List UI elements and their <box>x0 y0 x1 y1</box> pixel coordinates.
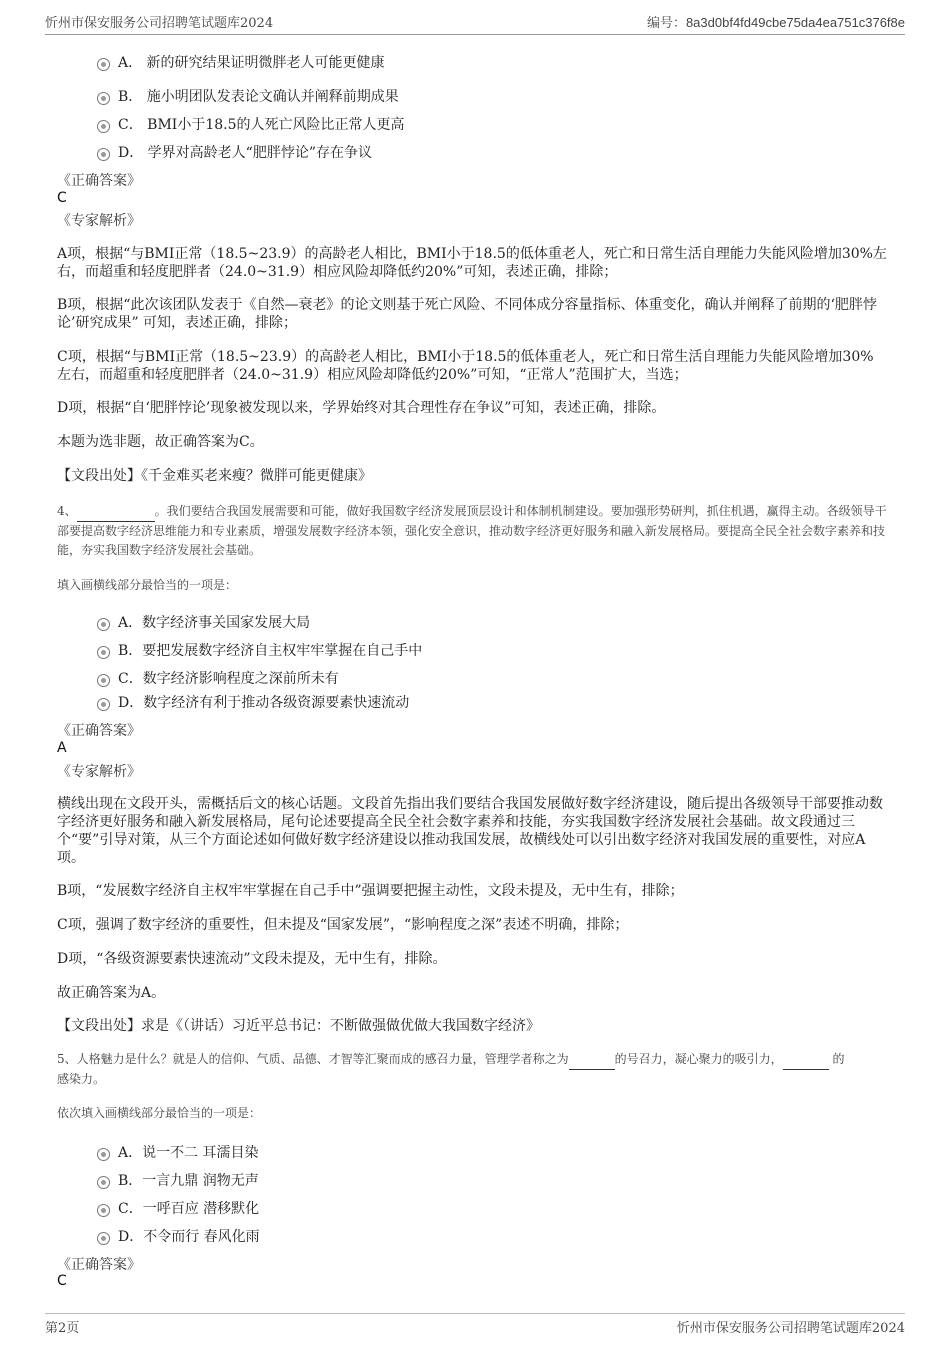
q3-source: 【文段出处】《千金难买老来瘦？微胖可能更健康》 <box>57 468 372 484</box>
q4-analysis-b: B项，“发展数字经济自主权牢牢掌握在自己手中”强调要把握主动性，文段未提及，无中生有，排除； <box>57 883 684 899</box>
page-number: 第2页 <box>45 1321 80 1336</box>
q4-analysis-d: D项，“各级资源要素快速流动”文段未提及，无中生有，排除。 <box>57 951 447 967</box>
q5-stem: 5、人格魅力是什么？就是人的信仰、气质、品德、才智等汇聚而成的感召力量，管理学者称之为 的号召力，凝心聚力的吸引力， 的感染力。 <box>57 1052 845 1086</box>
q4-option-d[interactable]: D．数字经济有利于推动各级资源要素快速流动 <box>97 692 409 712</box>
radio-icon[interactable] <box>97 698 110 711</box>
radio-icon[interactable] <box>97 674 110 687</box>
q4-answer-label: 《正确答案》 <box>57 723 141 739</box>
q5-blank-1 <box>569 1050 615 1070</box>
header-title: 忻州市保安服务公司招聘笔试题库2024 <box>45 16 274 31</box>
header-doc-id: 编号：8a3d0bf4fd49cbe75da4ea751c376f8e <box>646 15 905 30</box>
q4-option-b[interactable]: B．要把发展数字经济自主权牢牢掌握在自己手中 <box>97 640 422 660</box>
q3-option-a[interactable]: A． 新的研究结果证明微胖老人可能更健康 <box>97 52 385 72</box>
q4-prompt: 填入画横线部分最恰当的一项是： <box>57 578 238 592</box>
q3-option-b[interactable]: B． 施小明团队发表论文确认并阐释前期成果 <box>97 86 399 106</box>
q4-analysis-c: C项，强调了数字经济的重要性，但未提及“国家发展”，“影响程度之深”表述不明确，排除； <box>57 917 629 933</box>
q5-answer-label: 《正确答案》 <box>57 1257 141 1273</box>
radio-icon[interactable] <box>97 58 110 71</box>
q4-answer: A <box>57 740 67 756</box>
q3-answer: C <box>57 190 67 206</box>
q3-analysis-label: 《专家解析》 <box>57 213 141 229</box>
radio-icon[interactable] <box>97 618 110 631</box>
q5-answer: C <box>57 1273 67 1289</box>
radio-icon[interactable] <box>97 1148 110 1161</box>
q5-blank-2 <box>783 1050 829 1070</box>
q4-source: 【文段出处】求是《（讲话）习近平总书记：不断做强做优做大我国数字经济》 <box>57 1018 540 1034</box>
radio-icon[interactable] <box>97 1176 110 1189</box>
radio-icon[interactable] <box>97 120 110 133</box>
q3-answer-label: 《正确答案》 <box>57 173 141 189</box>
q3-analysis-b: B项，根据“此次该团队发表于《自然—衰老》的论文则基于死亡风险、不同体成分容量指标、体重变化，确认并阐释了前期的‘肥胖悖论’研究成果” 可知，表述正确，排除； <box>57 297 877 331</box>
q4-analysis-label: 《专家解析》 <box>57 764 141 780</box>
q4-stem: 4、 。我们要结合我国发展需要和可能，做好我国数字经济发展顶层设计和体制机制建设。要加强形势研判，抓住机遇，赢得主动。各级领导干部要提高数字经济思维能力和专业素质，增强发展数字经济本领，强化安全意识，推动数字经济更好服务和融入新发展格局。要提高全民全社会数字素养和技能，夯实我国数字经济发展社会基础。 <box>57 504 887 557</box>
q4-conclusion: 故正确答案为A。 <box>57 985 166 1001</box>
q4-analysis-main: 横线出现在文段开头，需概括后文的核心话题。文段首先指出我们要结合我国发展做好数字经济建设，随后提出各级领导干部要推动数字经济更好服务和融入新发展格局，尾句论述要提高全民全社会数字素养和技能，夯实我国数字经济发展社会基础。故文段通过三个“要”引导对策，从三个方面论述如何做好数字经济建设以推动我国发展，故横线处可以引出数字经济对我国发展的重要性，对应A项。 <box>57 796 883 866</box>
q3-analysis-d: D项，根据“自‘肥胖悖论’现象被发现以来，学界始终对其合理性存在争议”可知，表述正确，排除。 <box>57 400 666 416</box>
radio-icon[interactable] <box>97 1204 110 1217</box>
page-footer <box>45 1313 905 1339</box>
q4-option-c[interactable]: C．数字经济影响程度之深前所未有 <box>97 668 339 688</box>
q3-option-d[interactable]: D． 学界对高龄老人“肥胖悖论”存在争议 <box>97 142 372 162</box>
q5-prompt: 依次填入画横线部分最恰当的一项是： <box>57 1106 262 1120</box>
q5-option-a[interactable]: A．说一不二 耳濡目染 <box>97 1142 259 1162</box>
radio-icon[interactable] <box>97 646 110 659</box>
radio-icon[interactable] <box>97 92 110 105</box>
q4-option-a[interactable]: A．数字经济事关国家发展大局 <box>97 612 310 632</box>
q3-option-c[interactable]: C． BMI小于18.5的人死亡风险比正常人更高 <box>97 114 405 134</box>
q3-analysis-a: A项，根据“与BMI正常（18.5~23.9）的高龄老人相比，BMI小于18.5的低体重老人，死亡和日常生活自理能力失能风险增加30%左右，而超重和轻度肥胖者（24.0~31.9）相应风险却降低约20%”可知，表述正确，排除； <box>57 246 887 280</box>
q5-option-d[interactable]: D．不令而行 春风化雨 <box>97 1226 260 1246</box>
footer-title: 忻州市保安服务公司招聘笔试题库2024 <box>676 1321 905 1336</box>
radio-icon[interactable] <box>97 148 110 161</box>
q3-conclusion: 本题为选非题，故正确答案为C。 <box>57 434 264 450</box>
q4-blank <box>77 502 155 522</box>
page-header <box>45 12 905 35</box>
radio-icon[interactable] <box>97 1232 110 1245</box>
q5-option-b[interactable]: B．一言九鼎 润物无声 <box>97 1170 259 1190</box>
q3-analysis-c: C项，根据“与BMI正常（18.5~23.9）的高龄老人相比，BMI小于18.5的低体重老人，死亡和日常生活自理能力失能风险增加30%左右，而超重和轻度肥胖者（24.0~31.9）相应风险却降低约20%”可知，“正常人”范围扩大，当选； <box>57 349 874 383</box>
q5-option-c[interactable]: C．一呼百应 潜移默化 <box>97 1198 259 1218</box>
